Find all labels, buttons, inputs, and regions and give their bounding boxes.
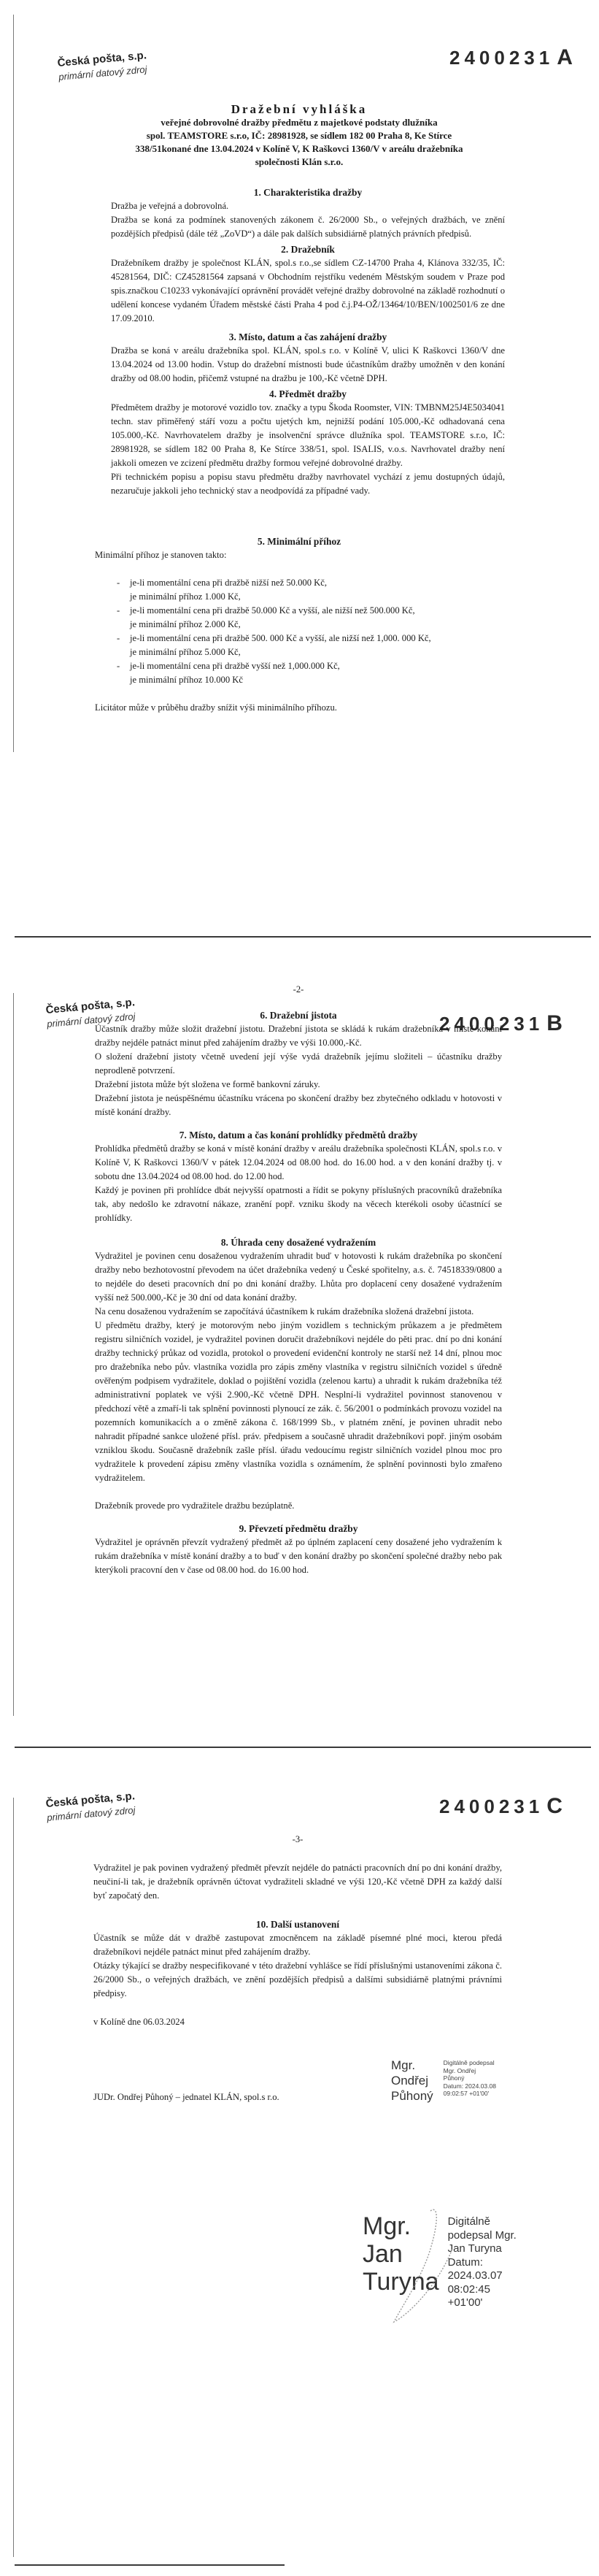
ref-number-value: 2400231 bbox=[439, 1013, 544, 1035]
issuer-subtitle: primární datový zdroj bbox=[46, 1011, 136, 1030]
page-divider bbox=[15, 1747, 591, 1748]
section-heading: 1. Charakteristika dražby bbox=[253, 187, 363, 198]
page-number: -3- bbox=[292, 1834, 304, 1844]
paragraph: Při technickém popisu a popisu stavu předmětu dražby navrhovatel vychází z jemu dostupných údajů, nezaručuje jakkoli jeho technický stav a neodpovídá za případné vady. bbox=[111, 472, 505, 496]
page-divider bbox=[15, 936, 591, 938]
subtitle-line: společnosti Klán s.r.o. bbox=[255, 156, 344, 167]
signature-name: Mgr. Jan Turyna bbox=[363, 2212, 439, 2296]
paragraph: Minimální příhoz je stanoven takto: bbox=[95, 550, 227, 560]
section-heading: 10. Další ustanovení bbox=[255, 1919, 340, 1930]
signature-details: Digitálně podepsal Mgr. Jan Turyna Datum: 2024.03.07 08:02:45 +01'00' bbox=[447, 2215, 517, 2309]
page-mark: A bbox=[557, 45, 577, 69]
paragraph: Otázky týkající se dražby nespecifikované v této dražební vyhlášce se řídí příslušnými ustanoveními zákona č. 26/2000 Sb., o veřejných dražbách, ve znění pozdějších předpisů a dalšími subsidiárně platnými právními předpisy. bbox=[93, 1960, 502, 1998]
paragraph: Dražební jistota může být složena ve formě bankovní záruky. bbox=[95, 1079, 320, 1089]
section-heading: 9. Převzetí předmětu dražby bbox=[239, 1523, 358, 1534]
ceska-posta-stamp bbox=[45, 1790, 136, 1823]
list-item: - je-li momentální cena při dražbě 50.000 Kč a vyšší, ale nižší než 500.000 Kč, je minimální příhoz 2.000 Kč, bbox=[117, 604, 503, 632]
ceska-posta-stamp bbox=[57, 49, 148, 83]
paragraph: Předmětem dražby je motorové vozidlo tov. značky a typu Škoda Roomster, VIN: TMBNM25J4E5034041 techn. stav přiměřený stáří vozu a počtu ujetých km, nejnižší podání 105.000,-Kč odhadovaná cena 105.000,-Kč. Navrhovatelem dražby je insolvenční správce dlužníka spol. TEAMSTORE s.r.o, IČ: 28981928, se sídlem 182 00 Praha 8, Ke Stírce 338/51, spol. ISALIS, v.o.s. Navrhovatel dražby není jakkoli omezen ve zcizení předmětu dražby formou veřejné dobrovolné dražby. bbox=[111, 402, 505, 468]
document-header bbox=[102, 102, 496, 169]
digital-signature-puhony bbox=[391, 2058, 496, 2104]
section-heading: 3. Místo, datum a čas zahájení dražby bbox=[228, 331, 387, 342]
issuer-subtitle: primární datový zdroj bbox=[46, 1804, 136, 1823]
section-heading: 4. Předmět dražby bbox=[269, 388, 347, 399]
paragraph: O složení dražební jistoty včetně uvedení její výše vydá dražebník jejímu složiteli – účastníku dražby neprodleně potvrzení. bbox=[95, 1051, 502, 1076]
reference-number bbox=[449, 45, 577, 70]
paragraph: Dražebníkem dražby je společnost KLÁN, spol.s r.o.,se sídlem CZ-14700 Praha 4, Klánova 332/35, IČ: 45281564, DIČ: CZ45281564 zapsaná v Obchodním rejstříku vedeném Městským soudem v Praze pod spis.značkou C10233 vykonávající oprávnění provádět veřejné dražby dobrovolné na základě rozhodnutí o udělení koncese vydaném Úřadem městské části Praha 4 pod č.j.P4-OŽ/13464/10/BEN/1002501/6 ze dne 17.09.2010. bbox=[111, 258, 505, 323]
section-heading: 6. Dražební jistota bbox=[260, 1010, 337, 1021]
page-mark: B bbox=[546, 1011, 567, 1035]
scan-border-left bbox=[13, 1798, 14, 2557]
paragraph: Prohlídka předmětů dražby se koná v místě konání dražby v areálu dražebníka společnosti KLÁN, spol.s r.o. v Kolíně V, K Raškovci 1360/V v pátek 12.04.2024 od 08.00 hod. do 16.00 hod. a v den konání dražby tj. v sobotu dne 13.04.2024 od 08.00 hod. do 12.00 hod. bbox=[95, 1143, 502, 1181]
paragraph: Na cenu dosaženou vydražením se započítává účastníkem k rukám dražebníka složená dražební jistota. bbox=[95, 1306, 474, 1316]
list-item: - je-li momentální cena při dražbě vyšší než 1,000.000 Kč, je minimální příhoz 10.000 Kč bbox=[117, 659, 503, 687]
paragraph: Dražební jistota je neúspěšnému účastníku vrácena po skončení dražby bez zbytečného odkladu v hotovosti v místě konání dražby. bbox=[95, 1093, 502, 1117]
page-mark: C bbox=[546, 1794, 567, 1818]
document-title: Dražební vyhláška bbox=[231, 102, 368, 116]
digital-signature-turyna bbox=[363, 2212, 517, 2310]
section-heading: 7. Místo, datum a čas konání prohlídky předmětů dražby bbox=[179, 1130, 418, 1141]
subtitle-line: spol. TEAMSTORE s.r.o, IČ: 28981928, se sídlem 182 00 Praha 8, Ke Stírce bbox=[146, 130, 452, 141]
paragraph: Dražba se koná v areálu dražebníka spol. KLÁN, spol.s r.o. v Kolíně V, ulici K Raškovci 1360/V dne 13.04.2024 od 13.00 hodin. Vstup do dražební místnosti bude účastníkům dražby umožněn v den konání dražby od 08.00 hodin, přičemž vstupné na dražbu je 100,-Kč včetně DPH. bbox=[111, 345, 505, 383]
page-divider bbox=[15, 2564, 285, 2566]
paragraph: Dražebník provede pro vydražitele dražbu bezúplatně. bbox=[95, 1500, 295, 1511]
signature-details: Digitálně podepsal Mgr. Ondřej Půhoný Datum: 2024.03.08 09:02:57 +01'00' bbox=[443, 2059, 496, 2097]
issuer-subtitle: primární datový zdroj bbox=[58, 64, 147, 83]
issuer-name: Česká pošta, s.p. bbox=[45, 1790, 136, 1810]
section-5 bbox=[95, 533, 503, 715]
paragraph: Dražba se koná za podmínek stanovených zákonem č. 26/2000 Sb., o veřejných dražbách, ve znění pozdějších předpisů (dále též „ZoVD“) a dále pak dalších subsidiárně platných právních předpisů. bbox=[111, 215, 505, 239]
paragraph: Dražba je veřejná a dobrovolná. bbox=[111, 201, 229, 211]
paragraph: Licitátor může v průběhu dražby snížit výši minimálního příhozu. bbox=[95, 702, 337, 713]
issuer-name: Česká pošta, s.p. bbox=[57, 49, 147, 69]
subtitle-line: 338/51konané dne 13.04.2024 v Kolíně V, K Raškovci 1360/V v areálu dražebníka bbox=[135, 143, 463, 154]
paragraph: Účastník se může dát v dražbě zastupovat zmocněncem na základě písemné plné moci, kterou předá dražebníkovi nejdéle patnáct minut před zahájením dražby. bbox=[93, 1933, 502, 1957]
issuer-name: Česká pošta, s.p. bbox=[45, 996, 136, 1016]
paragraph: Vydražitel je pak povinen vydražený předmět převzít nejdéle do patnácti pracovních dní po dni konání dražby, neučiní-li tak, je dražebník oprávněn účtovat vydražiteli skladné ve výši 120,-Kč včetně DPH za každý další byť započatý den. bbox=[93, 1863, 502, 1901]
subtitle-line: veřejné dobrovolné dražby předmětu z majetkové podstaty dlužníka bbox=[161, 117, 438, 128]
min-increment-list bbox=[95, 576, 503, 687]
section-1-2-3-4 bbox=[111, 184, 505, 498]
page-2-body bbox=[95, 957, 502, 1577]
paragraph: Vydražitel je povinen cenu dosaženou vydražením uhradit buď v hotovosti k rukám dražebníka po skončení dražby nebo bezhotovostní převodem na účet dražebníka vedený u České spořitelny, a.s. č. 74518339/0800 a to nejdéle do deseti pracovních dní po dni konání dražby. Lhůta pro doplacení ceny dosažené vydražením vyšší než 500.000,-Kč je 30 dní od data konání dražby. bbox=[95, 1251, 502, 1303]
scan-border-left bbox=[13, 15, 14, 752]
section-heading: 8. Úhrada ceny dosažené vydražením bbox=[220, 1237, 376, 1248]
section-heading: 5. Minimální příhoz bbox=[257, 536, 341, 547]
paragraph: Každý je povinen při prohlídce dbát nejvyšší opatrnosti a řídit se pokyny příslušných pracovníků dražebníka tak, aby nedošlo ke zdravotní nákaze, zranění popř. vzniku škody na věcech kterékoli osoby účastnící se prohlídky. bbox=[95, 1185, 502, 1223]
ref-number-value: 2400231 bbox=[439, 1795, 544, 1817]
page-number: -2- bbox=[293, 984, 304, 994]
signature-name: Mgr. Ondřej Půhoný bbox=[391, 2058, 433, 2103]
list-item: - je-li momentální cena při dražbě 500. 000 Kč a vyšší, ale nižší než 1,000. 000 Kč, je minimální příhoz 5.000 Kč, bbox=[117, 632, 503, 659]
paragraph: U předmětu dražby, který je motorovým nebo jiným vozidlem s technickým průkazem a je předmětem registru silničních vozidel, je vydražitel povinen doručit dražebníkovi nejdéle do pěti prac. dní po dni konání dražby technický průkaz od vozidla, protokol o provedení evidenční kontroly ne starší než 14 dní, plnou moc pro dražebníka nebo pův. vlastníka vozidla pro zápis změny vlastníka v registru silničních vozidel s úředně ověřeným podpisem vydražitele, doklad o pojištění vozidla (zelenou kartu) a uhradit k rukám dražebníka též administrativní poplatek ve výši 2.900,-Kč včetně DPH. Nesplní-li vydražitel povinnost stanovenou v předchozí větě a zmaří-li tak splnění povinnosti plynoucí ze zák. č. 56/2001 o podmínkách provozu vozidel na pozemních komunikacích a o změně zákona č. 168/1999 Sb., v platném znění, je povinen uhradit nebo nahradit případné sankce uložené přísl. práv. předpisem a současně uhradit dražebníkovi popř. jiným osobám vzniklou škodu. Současně dražebník zašle přísl. úřadu vedoucímu registr silničních vozidel plnou moc pro vydražitele k provedení zápisu změny vlastníka vozidla s oznámením, že splnění povinnosti bylo zmařeno vydražitelem. bbox=[95, 1320, 502, 1483]
page-1 bbox=[0, 0, 599, 730]
paragraph: Účastník dražby může složit dražební jistotu. Dražební jistota se skládá k rukám dražebníka v místě konání dražby nejdéle patnáct minut před zahájením dražby ve výši 10.000,-Kč. bbox=[95, 1024, 502, 1048]
reference-number bbox=[439, 1794, 567, 1819]
section-heading: 2. Dražebník bbox=[281, 244, 335, 255]
place-date: v Kolíně dne 06.03.2024 bbox=[93, 2017, 185, 2027]
scan-border-left bbox=[13, 993, 14, 1716]
paragraph: Vydražitel je oprávněn převzít vydražený předmět až po úplném zaplacení ceny dosažené jeho vydražením k rukám dražebníka v místě konání dražby a to buď v den konání dražby po skončení společné dražby nebo pak kterýkoli pracovní den v čase od 08.00 hod. do 16.00 hod. bbox=[95, 1537, 502, 1575]
list-item: - je-li momentální cena při dražbě nižší než 50.000 Kč, je minimální příhoz 1.000 Kč, bbox=[117, 576, 503, 604]
signatory-line: JUDr. Ondřej Půhoný – jednatel KLÁN, spol.s r.o. bbox=[93, 2092, 279, 2102]
ref-number-value: 2400231 bbox=[449, 47, 554, 69]
